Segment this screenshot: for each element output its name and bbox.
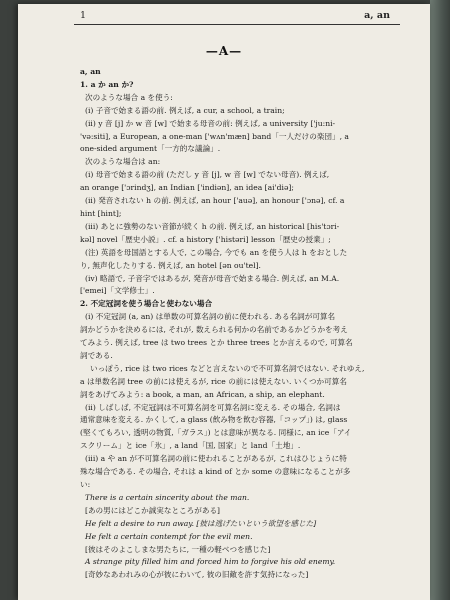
entry-lines bbox=[80, 79, 408, 582]
text-line: kəl] novel「歴史小説」. cf. a history ['histəri] lesson「歴史の授業」; bbox=[80, 234, 331, 244]
text-line: 次のような場合は an: bbox=[85, 157, 161, 167]
text-line: 詞かどうかを決めるには, それが, 数えられる何かの名前であるかどうかを考え bbox=[80, 325, 348, 335]
text-line: 次のような場合 a を使う: bbox=[85, 92, 173, 102]
text-line: an orange ['ɔrindʒ], an Indian ['indiən], an idea [ai'diə]; bbox=[80, 183, 294, 193]
text-line: He felt a desire to run away. [彼は逃げたいという欲望を感じた] bbox=[85, 518, 317, 528]
text-line: 通常意味を変える. かくして, a glass (飲み物を飲む容器,「コップ」) は, glass bbox=[80, 415, 348, 425]
book-page bbox=[18, 4, 430, 600]
text-line: 1. a か an か? bbox=[80, 79, 134, 89]
text-line: [奇妙なあわれみの心が彼にわいて, 彼の旧敵を許す気持になった] bbox=[85, 570, 309, 580]
text-line: てみよう. 例えば, tree は two trees とか three trees とか言えるので, 可算名 bbox=[80, 338, 353, 348]
text-line: (iv) 略語で, 子音字ではあるが, 発音が母音で始まる場合. 例えば, an M.A. bbox=[85, 273, 340, 283]
text-line: (i) 子音で始まる語の前. 例えば, a cur, a school, a train; bbox=[85, 105, 285, 115]
text-line: (ii) y 音 [j] か w 音 [w] で始まる母音の前: 例えば, a university ['ju:ni- bbox=[85, 118, 336, 128]
text-line: (iii) a や an が不可算名詞の前に使われることがあるが, これはひじょうに特 bbox=[85, 454, 347, 464]
text-line: one-sided argument「一方的な議論」. bbox=[80, 144, 221, 154]
text-line: 詞をあげてみよう: a book, a man, an African, a ship, an elephant. bbox=[80, 389, 325, 399]
text-line: り, 無声化したりする. 例えば, an hotel [ən ou'tel]. bbox=[80, 260, 261, 270]
text-line: (i) 母音で始まる語の前 (ただし y 音 [j], w 音 [w] でない母音). 例えば, bbox=[85, 170, 330, 180]
text-line: [あの男にはどこか誠実なところがある] bbox=[85, 505, 221, 515]
text-line: 殊な場合である. その場合, それは a kind of とか some の意味になることが多 bbox=[80, 467, 351, 477]
text-line: A strange pity filled him and forced him to forgive his old enemy. bbox=[85, 557, 336, 567]
entry-body bbox=[80, 66, 408, 600]
text-line: (ii) しばしば, 不定冠詞は不可算名詞を可算名詞に変える. その場合, 名詞は bbox=[85, 402, 341, 412]
page-number: 1 bbox=[80, 10, 87, 21]
text-line: There is a certain sincerity about the man. bbox=[85, 492, 250, 502]
text-line: い: bbox=[80, 480, 91, 489]
book-spine-edge bbox=[430, 0, 450, 600]
text-line: hint [hint]; bbox=[80, 208, 122, 218]
text-line: 'və:siti], a European, a one-man ['wʌn'mæn] band「一人だけの楽団」, a bbox=[80, 131, 349, 141]
text-line: (堅くてもろい, 透明の物質,「ガラス」) とは意味が異なる. 同様に, an ice「アイ bbox=[80, 428, 352, 438]
text-line: (i) 不定冠詞 (a, an) は単数の可算名詞の前に使われる. ある名詞が可算名 bbox=[85, 312, 336, 322]
text-line: スクリーム」と ice「氷」, a land「国, 国家」と land「土地」. bbox=[80, 441, 301, 451]
text-line: 詞である. bbox=[80, 350, 113, 360]
text-line: (iii) あとに強勢のない音節が続く h の前. 例えば, an historical [his'tɔri- bbox=[85, 221, 340, 231]
text-line: He felt a certain contempt for the evil men. bbox=[85, 531, 253, 541]
header-rule bbox=[74, 24, 400, 25]
running-title: a, an bbox=[364, 10, 390, 21]
entry-headword: a, an bbox=[80, 67, 101, 76]
text-line: [彼はそのよこしまな男たちに, 一種の軽べつを感じた] bbox=[85, 544, 271, 554]
text-line: ['emei]「文学修士」. bbox=[80, 286, 155, 296]
text-line: a は単数名詞 tree の前には使えるが, rice の前には使えない. いくつか可算名 bbox=[80, 376, 347, 386]
text-line: (ii) 発音されない h の前. 例えば, an hour ['auə], an honour ['ɔnə], cf. a bbox=[85, 196, 345, 206]
text-line: いっぽう, rice は two rices などと言えないので不可算名詞ではない. それゆえ, bbox=[90, 363, 365, 373]
section-title: —A— bbox=[205, 44, 243, 58]
text-line: 2. 不定冠詞を使う場合と使わない場合 bbox=[80, 299, 213, 309]
text-line: (注) 英語を母国語とする人で, この場合, 今でも an を使う人は h をおとした bbox=[85, 247, 348, 257]
